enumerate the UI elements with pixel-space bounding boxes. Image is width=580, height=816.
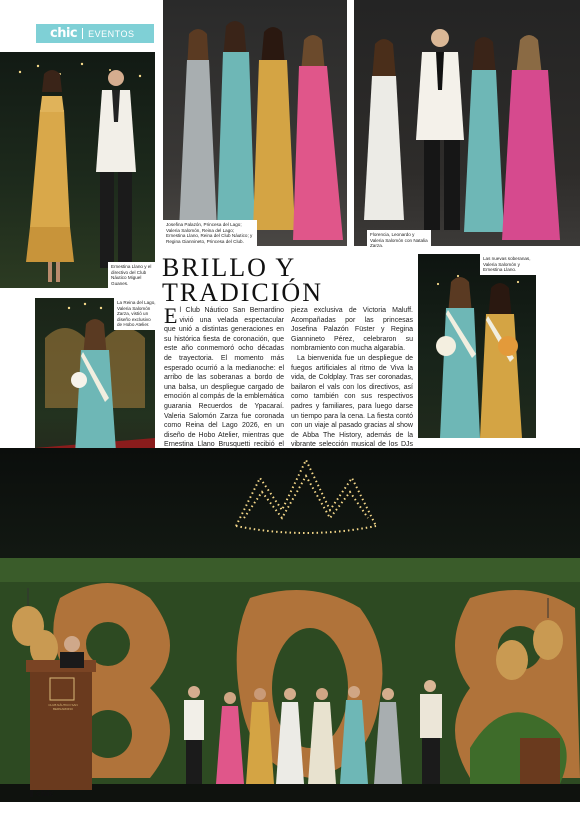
- photo-stage: [0, 448, 580, 802]
- photo-salomon-family: [354, 0, 580, 246]
- article-col2-para-1: pieza exclusiva de Victoria Maluff. Acompañadas por las princesas Josefina Palazón Füster y Regina Giannineto Pérez, celebraron su nombramiento con mucha algarabía.: [291, 307, 413, 353]
- magazine-logo: chic: [50, 26, 78, 41]
- headline-line-2: TRADICIÓN: [162, 278, 323, 307]
- tag-separator: [82, 28, 83, 39]
- article-col2-para-2: La bienvenida fue un despliegue de fuegos artificiales al ritmo de Viva la vida, de Coldplay. Tras ser coronadas, bailaron el vals con los directivos, así como también con sus respectivos padres y familiares, para luego darse un tiempo para la cena. La fiesta contó con un viaje al pasado gracias al show de Abba The History, además de la vibrante selección musical de los DJs: [291, 354, 413, 449]
- section-tag: [36, 24, 154, 43]
- crown-lights: [236, 460, 376, 533]
- photo-nuevas-soberanas: [418, 254, 536, 438]
- caption-photo-2: Josefina Palazón, Princesa del Lago; Valeria Salomón, Reina del Lago; Ernestina Llano, Reina del Club Náutico; y Regina Giannineto, Princesa del Club.: [163, 220, 257, 246]
- article-column-1: [164, 303, 284, 460]
- podium-sign-text: CLUB NÁUTICO SAN BERNARDINO: [48, 703, 78, 711]
- photo-illustration: [163, 0, 347, 246]
- photo-four-soberanas: [163, 0, 347, 246]
- photo-illustration: [418, 254, 536, 438]
- article-column-2: [291, 306, 413, 460]
- section-name: EVENTOS: [88, 28, 135, 39]
- footer-logo: [30, 789, 54, 798]
- caption-photo-4: La Reina del Lago, Valeria Salomón Zarza, vistió un diseño exclusivo de Hobo Atelier.: [114, 298, 160, 330]
- stage-illustration: [0, 448, 580, 802]
- podium: [30, 668, 92, 790]
- photo-illustration: [354, 0, 580, 246]
- article-headline: [162, 255, 323, 305]
- footer-page-marker: [30, 790, 33, 797]
- footer-logo-text: chic: [36, 789, 54, 798]
- headline-line-1: BRILLO Y: [162, 253, 297, 282]
- article-col1-text: l Club Náutico San Bernardino vivió una velada espectacular que unió a distintas generaciones en su histórica fiesta de coronación, que este año conmemoró ocho décadas de trayectoria. El momento más esperado ocurrió a la medianoche: el arribo de las soberanas a bordo de una balsa, un despliegue cargado de emoción al compás de la emblemática guarania Recuerdos de Ypacaraí. Valeria Salomón Zarza fue coronada como Reina del Lago 2026, en un diseño de Hobo Atelier, mientras que Ernestina Llano Brusquetti recibió el: [164, 307, 284, 449]
- caption-photo-5: Las nuevas soberanas, Valeria Salomón y Ernestina Llano.: [480, 254, 538, 275]
- caption-photo-3: Florencia, Leonardo y Valeria Salomón con Natalia Zarza.: [367, 230, 431, 251]
- dropcap: E: [164, 303, 178, 328]
- caption-photo-1: Ernestina Llano y el directivo del Club Náutico Miguel Guanes.: [108, 262, 160, 288]
- photo-ernestina-directivo: [0, 52, 155, 288]
- photo-illustration: [0, 52, 155, 288]
